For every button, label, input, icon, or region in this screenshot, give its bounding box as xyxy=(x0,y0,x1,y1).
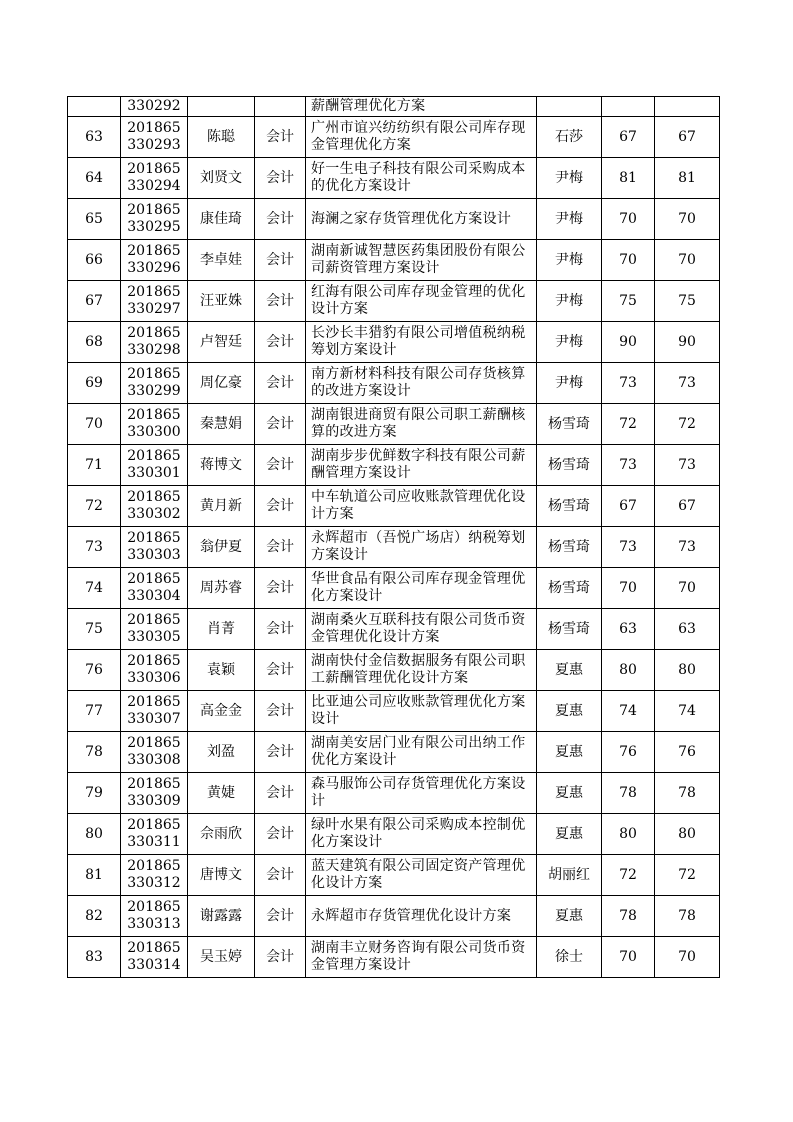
cell-score-2: 78 xyxy=(655,773,720,814)
student-id-top: 201865 xyxy=(127,899,181,915)
cell-score-1: 78 xyxy=(602,896,655,937)
student-id-bottom: 330306 xyxy=(127,670,181,686)
cell-index: 81 xyxy=(68,855,121,896)
student-id-bottom: 330296 xyxy=(127,260,181,276)
cell-major: 会计 xyxy=(255,855,306,896)
thesis-title: 森马服饰公司存货管理优化方案设计 xyxy=(311,776,526,809)
cell-score-2: 73 xyxy=(655,363,720,404)
cell-title xyxy=(306,650,537,691)
student-id-top: 201865 xyxy=(127,776,181,792)
student-id-top: 201865 xyxy=(127,202,181,218)
table-row xyxy=(68,568,720,609)
cell-score-1: 81 xyxy=(602,158,655,199)
cell-advisor: 徐士 xyxy=(537,937,602,978)
student-id-top: 201865 xyxy=(127,612,181,628)
cell-advisor: 尹梅 xyxy=(537,363,602,404)
cell-student-id xyxy=(121,732,188,773)
cell-major: 会计 xyxy=(255,445,306,486)
cell-index: 67 xyxy=(68,281,121,322)
cell-index: 78 xyxy=(68,732,121,773)
cell-index: 70 xyxy=(68,404,121,445)
cell-title xyxy=(306,199,537,240)
student-id-bottom: 330307 xyxy=(127,711,181,727)
cell-title xyxy=(306,240,537,281)
student-id-top: 201865 xyxy=(127,366,181,382)
cell-score-1: 75 xyxy=(602,281,655,322)
student-id-bottom: 330305 xyxy=(127,629,181,645)
cell-student-id xyxy=(121,896,188,937)
table-row xyxy=(68,527,720,568)
table-row xyxy=(68,404,720,445)
student-id-bottom: 330301 xyxy=(127,465,181,481)
cell-score-1: 72 xyxy=(602,855,655,896)
cell-major: 会计 xyxy=(255,363,306,404)
cell-index: 79 xyxy=(68,773,121,814)
cell-name: 唐博文 xyxy=(188,855,255,896)
cell-score-2: 78 xyxy=(655,896,720,937)
thesis-title: 绿叶水果有限公司采购成本控制优化方案设计 xyxy=(311,817,526,850)
student-id-bottom: 330295 xyxy=(127,219,181,235)
cell-major: 会计 xyxy=(255,117,306,158)
student-id-bottom: 330308 xyxy=(127,752,181,768)
student-id-bottom: 330300 xyxy=(127,424,181,440)
cell-score-1: 70 xyxy=(602,199,655,240)
cell-advisor: 杨雪琦 xyxy=(537,609,602,650)
student-id-bottom: 330312 xyxy=(127,875,181,891)
student-id-bottom: 330294 xyxy=(127,178,181,194)
cell-index: 76 xyxy=(68,650,121,691)
cell-advisor: 杨雪琦 xyxy=(537,445,602,486)
cell-title xyxy=(306,363,537,404)
student-id-top: 201865 xyxy=(127,571,181,587)
cell-score-2: 76 xyxy=(655,732,720,773)
cell-major: 会计 xyxy=(255,568,306,609)
cell-name: 吴玉婷 xyxy=(188,937,255,978)
cell-index: 71 xyxy=(68,445,121,486)
student-id-bottom: 330299 xyxy=(127,383,181,399)
cell-title xyxy=(306,158,537,199)
cell-score-1: 78 xyxy=(602,773,655,814)
thesis-title: 华世食品有限公司库存现金管理优化方案设计 xyxy=(311,571,526,604)
cell-name: 周苏睿 xyxy=(188,568,255,609)
cell-score-2: 73 xyxy=(655,445,720,486)
cell-title xyxy=(306,568,537,609)
table-row xyxy=(68,732,720,773)
cell-score-2: 70 xyxy=(655,937,720,978)
student-id-top: 201865 xyxy=(127,940,181,956)
cell-major: 会计 xyxy=(255,486,306,527)
cell-score-2: 63 xyxy=(655,609,720,650)
cell-score-1: 73 xyxy=(602,445,655,486)
cell-score-2: 73 xyxy=(655,527,720,568)
student-id-top: 201865 xyxy=(127,489,181,505)
cell-name: 康佳琦 xyxy=(188,199,255,240)
cell-major: 会计 xyxy=(255,240,306,281)
cell-score-1: 76 xyxy=(602,732,655,773)
table-row xyxy=(68,691,720,732)
table-row xyxy=(68,117,720,158)
cell-advisor: 尹梅 xyxy=(537,158,602,199)
cell-score-1: 90 xyxy=(602,322,655,363)
cell-score-1: 63 xyxy=(602,609,655,650)
cell-name: 周亿豪 xyxy=(188,363,255,404)
cell-score-2: 75 xyxy=(655,281,720,322)
cell-index: 77 xyxy=(68,691,121,732)
cell-major: 会计 xyxy=(255,691,306,732)
cell-student-id xyxy=(121,199,188,240)
cell-student-id xyxy=(121,117,188,158)
cell-advisor: 尹梅 xyxy=(537,281,602,322)
cell-name: 蒋博文 xyxy=(188,445,255,486)
cell-advisor: 夏惠 xyxy=(537,691,602,732)
cell-title xyxy=(306,937,537,978)
cell-student-id xyxy=(121,445,188,486)
cell-title xyxy=(306,609,537,650)
thesis-title: 蓝天建筑有限公司固定资产管理优化设计方案 xyxy=(311,858,526,891)
student-id-top: 201865 xyxy=(127,530,181,546)
table-row xyxy=(68,363,720,404)
cell-advisor: 尹梅 xyxy=(537,240,602,281)
cell-score-2: 80 xyxy=(655,814,720,855)
thesis-title: 比亚迪公司应收账款管理优化方案设计 xyxy=(311,694,526,727)
student-id-top: 201865 xyxy=(127,161,181,177)
student-id-bottom: 330314 xyxy=(127,957,181,973)
thesis-title: 湖南美安居门业有限公司出纳工作优化方案设计 xyxy=(311,735,526,768)
cell-major: 会计 xyxy=(255,158,306,199)
student-id-bottom: 330304 xyxy=(127,588,181,604)
cell-score-1: 70 xyxy=(602,240,655,281)
cell-advisor: 石莎 xyxy=(537,117,602,158)
thesis-title: 长沙长丰猎豹有限公司增值税纳税筹划方案设计 xyxy=(311,325,526,358)
cell-score-1: 74 xyxy=(602,691,655,732)
cell-advisor xyxy=(537,97,602,117)
cell-advisor: 尹梅 xyxy=(537,199,602,240)
cell-score-1: 80 xyxy=(602,650,655,691)
student-id-bottom: 330311 xyxy=(127,834,181,850)
cell-student-id xyxy=(121,322,188,363)
table-row xyxy=(68,486,720,527)
cell-name: 李卓娃 xyxy=(188,240,255,281)
cell-name xyxy=(188,97,255,117)
cell-name: 肖菁 xyxy=(188,609,255,650)
student-id-top: 201865 xyxy=(127,817,181,833)
cell-index xyxy=(68,97,121,117)
student-id-top: 201865 xyxy=(127,284,181,300)
student-id-top: 201865 xyxy=(127,325,181,341)
student-id-top: 201865 xyxy=(127,694,181,710)
cell-advisor: 杨雪琦 xyxy=(537,404,602,445)
cell-advisor: 夏惠 xyxy=(537,650,602,691)
cell-student-id xyxy=(121,527,188,568)
table-row xyxy=(68,650,720,691)
cell-major xyxy=(255,97,306,117)
cell-score-1: 73 xyxy=(602,363,655,404)
cell-title xyxy=(306,404,537,445)
cell-major: 会计 xyxy=(255,199,306,240)
cell-title xyxy=(306,691,537,732)
cell-advisor: 杨雪琦 xyxy=(537,486,602,527)
table-row xyxy=(68,773,720,814)
cell-student-id xyxy=(121,773,188,814)
cell-major: 会计 xyxy=(255,609,306,650)
cell-index: 72 xyxy=(68,486,121,527)
cell-student-id xyxy=(121,158,188,199)
student-id-bottom: 330313 xyxy=(127,916,181,932)
cell-title xyxy=(306,281,537,322)
cell-student-id xyxy=(121,609,188,650)
thesis-title: 好一生电子科技有限公司采购成本的优化方案设计 xyxy=(311,161,526,194)
cell-score-2: 80 xyxy=(655,650,720,691)
cell-score-1: 72 xyxy=(602,404,655,445)
cell-score-1 xyxy=(602,97,655,117)
cell-student-id xyxy=(121,814,188,855)
cell-score-1: 73 xyxy=(602,527,655,568)
cell-score-1: 70 xyxy=(602,568,655,609)
cell-score-1: 67 xyxy=(602,486,655,527)
cell-advisor: 杨雪琦 xyxy=(537,568,602,609)
thesis-title: 湖南新诚智慧医药集团股份有限公司薪资管理方案设计 xyxy=(311,243,526,276)
cell-score-2: 67 xyxy=(655,117,720,158)
thesis-title: 湖南步步优鲜数字科技有限公司薪酬管理方案设计 xyxy=(311,448,526,481)
cell-major: 会计 xyxy=(255,814,306,855)
cell-title xyxy=(306,117,537,158)
cell-index: 63 xyxy=(68,117,121,158)
cell-major: 会计 xyxy=(255,404,306,445)
table-row xyxy=(68,814,720,855)
thesis-title: 湖南银进商贸有限公司职工薪酬核算的改进方案 xyxy=(311,407,526,440)
cell-score-2: 74 xyxy=(655,691,720,732)
cell-index: 69 xyxy=(68,363,121,404)
cell-advisor: 胡丽红 xyxy=(537,855,602,896)
cell-index: 83 xyxy=(68,937,121,978)
student-id-bottom: 330297 xyxy=(127,301,181,317)
student-id-top: 201865 xyxy=(127,407,181,423)
table-row xyxy=(68,937,720,978)
table-row xyxy=(68,896,720,937)
cell-index: 80 xyxy=(68,814,121,855)
cell-major: 会计 xyxy=(255,773,306,814)
thesis-title: 湖南丰立财务咨询有限公司货币资金管理方案设计 xyxy=(311,940,526,973)
cell-advisor: 尹梅 xyxy=(537,322,602,363)
thesis-title: 红海有限公司库存现金管理的优化设计方案 xyxy=(311,284,526,317)
student-id-bottom: 330298 xyxy=(127,342,181,358)
cell-title xyxy=(306,486,537,527)
cell-major: 会计 xyxy=(255,281,306,322)
cell-index: 65 xyxy=(68,199,121,240)
cell-advisor: 夏惠 xyxy=(537,896,602,937)
cell-index: 66 xyxy=(68,240,121,281)
cell-name: 佘雨欣 xyxy=(188,814,255,855)
cell-student-id xyxy=(121,404,188,445)
student-id-top: 201865 xyxy=(127,735,181,751)
cell-title xyxy=(306,445,537,486)
table-row xyxy=(68,855,720,896)
cell-score-2: 67 xyxy=(655,486,720,527)
cell-major: 会计 xyxy=(255,732,306,773)
cell-name: 谢露露 xyxy=(188,896,255,937)
table-row xyxy=(68,240,720,281)
table-row xyxy=(68,445,720,486)
grades-table xyxy=(67,96,720,978)
thesis-title: 广州市谊兴纺纺织有限公司库存现金管理优化方案 xyxy=(311,120,526,153)
cell-name: 翁伊夏 xyxy=(188,527,255,568)
cell-student-id xyxy=(121,568,188,609)
cell-major: 会计 xyxy=(255,322,306,363)
cell-score-2: 81 xyxy=(655,158,720,199)
thesis-title: 湖南快付金信数据服务有限公司职工薪酬管理优化设计方案 xyxy=(311,653,526,686)
cell-index: 75 xyxy=(68,609,121,650)
cell-score-1: 70 xyxy=(602,937,655,978)
cell-advisor: 夏惠 xyxy=(537,732,602,773)
cell-name: 黄婕 xyxy=(188,773,255,814)
cell-score-2 xyxy=(655,97,720,117)
thesis-title: 中车轨道公司应收账款管理优化设计方案 xyxy=(311,489,526,522)
thesis-title: 永辉超市（吾悦广场店）纳税筹划方案设计 xyxy=(311,530,526,563)
cell-index: 64 xyxy=(68,158,121,199)
student-id-top: 201865 xyxy=(127,120,181,136)
cell-title xyxy=(306,896,537,937)
table-row xyxy=(68,322,720,363)
cell-major: 会计 xyxy=(255,896,306,937)
table-body xyxy=(68,97,720,978)
table-row xyxy=(68,281,720,322)
cell-score-1: 80 xyxy=(602,814,655,855)
cell-score-2: 72 xyxy=(655,855,720,896)
student-id-top: 201865 xyxy=(127,653,181,669)
student-id-bottom: 330303 xyxy=(127,547,181,563)
student-id-top: 201865 xyxy=(127,243,181,259)
cell-name: 秦慧娟 xyxy=(188,404,255,445)
student-id-top: 201865 xyxy=(127,448,181,464)
student-id-bottom: 330293 xyxy=(127,137,181,153)
cell-title xyxy=(306,855,537,896)
cell-student-id xyxy=(121,363,188,404)
cell-name: 卢智廷 xyxy=(188,322,255,363)
cell-major: 会计 xyxy=(255,650,306,691)
table-row xyxy=(68,158,720,199)
cell-name: 袁颖 xyxy=(188,650,255,691)
cell-name: 刘贤文 xyxy=(188,158,255,199)
table-row xyxy=(68,609,720,650)
cell-name: 高金金 xyxy=(188,691,255,732)
cell-title xyxy=(306,773,537,814)
cell-name: 汪亚姝 xyxy=(188,281,255,322)
cell-major: 会计 xyxy=(255,527,306,568)
student-id-top: 201865 xyxy=(127,858,181,874)
cell-score-1: 67 xyxy=(602,117,655,158)
cell-student-id xyxy=(121,937,188,978)
cell-score-2: 70 xyxy=(655,240,720,281)
cell-name: 刘盈 xyxy=(188,732,255,773)
thesis-title: 南方新材料科技有限公司存货核算的改进方案设计 xyxy=(311,366,526,399)
cell-student-id xyxy=(121,650,188,691)
cell-title xyxy=(306,527,537,568)
cell-student-id xyxy=(121,486,188,527)
cell-score-2: 72 xyxy=(655,404,720,445)
cell-advisor: 夏惠 xyxy=(537,814,602,855)
cell-score-2: 90 xyxy=(655,322,720,363)
table-row xyxy=(68,199,720,240)
thesis-title: 湖南桑火互联科技有限公司货币资金管理优化设计方案 xyxy=(311,612,526,645)
cell-name: 黄月新 xyxy=(188,486,255,527)
cell-score-2: 70 xyxy=(655,568,720,609)
cell-index: 68 xyxy=(68,322,121,363)
thesis-title: 永辉超市存货管理优化设计方案 xyxy=(311,907,512,924)
cell-student-id xyxy=(121,855,188,896)
cell-index: 82 xyxy=(68,896,121,937)
table-row-continued xyxy=(68,97,720,117)
student-id-bottom: 330309 xyxy=(127,793,181,809)
cell-title xyxy=(306,732,537,773)
cell-index: 73 xyxy=(68,527,121,568)
cell-student-id: 330292 xyxy=(121,97,188,117)
cell-student-id xyxy=(121,691,188,732)
cell-title: 薪酬管理优化方案 xyxy=(306,97,537,117)
cell-student-id xyxy=(121,281,188,322)
cell-major: 会计 xyxy=(255,937,306,978)
cell-name: 陈聪 xyxy=(188,117,255,158)
cell-title xyxy=(306,322,537,363)
cell-student-id xyxy=(121,240,188,281)
cell-index: 74 xyxy=(68,568,121,609)
cell-advisor: 杨雪琦 xyxy=(537,527,602,568)
student-id-bottom: 330302 xyxy=(127,506,181,522)
cell-title xyxy=(306,814,537,855)
thesis-title: 海澜之家存货管理优化方案设计 xyxy=(311,210,512,227)
cell-score-2: 70 xyxy=(655,199,720,240)
cell-advisor: 夏惠 xyxy=(537,773,602,814)
